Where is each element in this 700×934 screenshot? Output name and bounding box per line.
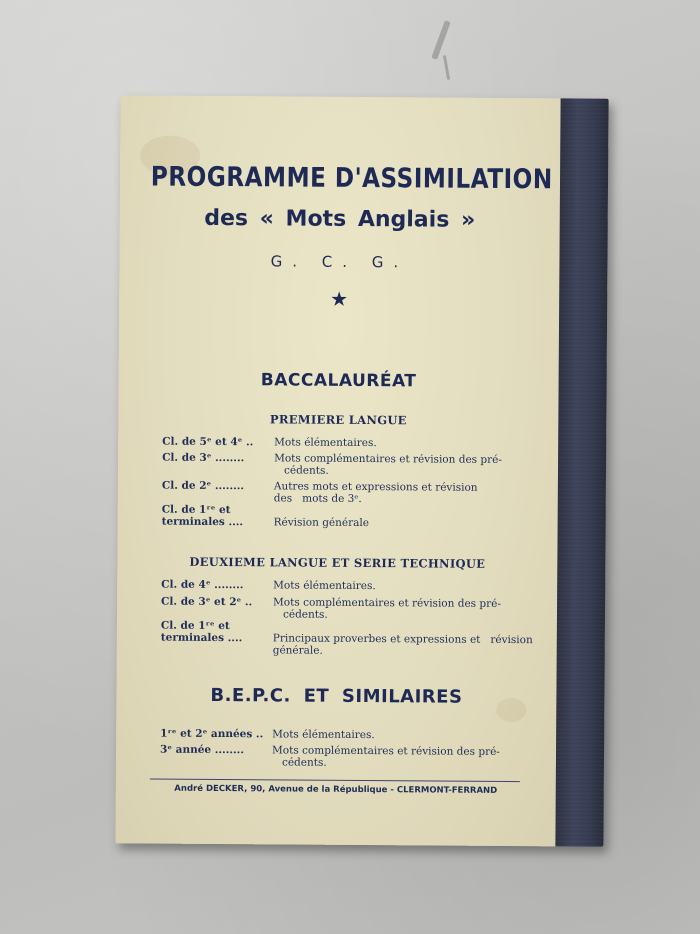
book-spine [555,98,608,846]
section-bepc: B.E.P.C. ET SIMILAIRES [210,684,463,708]
list-item [161,479,532,505]
class-label: Cl. de 3ᵉ ........ [162,451,245,465]
list-item [160,743,530,769]
class-label: Cl. de 1ʳᵉ et terminales .... [160,619,243,645]
class-description: Mots complémentaires et révision des pré- cédents. [273,452,502,477]
booklet [115,95,608,846]
back-cover [115,95,560,846]
initials: G. C. G. [270,252,409,272]
class-description: Révision générale [273,516,370,530]
class-label: Cl. de 3ᵉ et 2ᵉ .. [161,595,253,609]
list-item [162,451,532,477]
class-label: 1ʳᵉ et 2ᵉ années .. [160,727,264,741]
title-line-2: des « Mots Anglais » [204,205,476,233]
class-description: Mots élémentaires. [274,436,377,450]
class-description: Mots complémentaires et révision des pré- cédents. [272,596,501,621]
footer-divider [150,779,520,783]
publisher-footer: André DECKER, 90, Avenue de la République - CLERMONT-FERRAND [174,783,498,796]
class-description: Mots complémentaires et révision des pré- cédents. [271,744,500,769]
class-label: Cl. de 1ʳᵉ et terminales .... [161,503,244,529]
floor-crack [431,20,450,60]
section-baccalaureat: BACCALAURÉAT [260,370,417,392]
list-item [161,578,531,593]
class-label: Cl. de 4ᵉ ........ [161,578,244,592]
heading-deuxieme-langue: DEUXIEME LANGUE ET SERIE TECHNIQUE [189,554,486,571]
class-description: Autres mots et expressions et révision des mots de 3ᵉ. [273,480,478,505]
list-item [161,595,531,621]
list-item [160,727,530,742]
floor-crack [443,55,450,80]
star-icon: ★ [330,286,349,311]
class-description: Principaux proverbes et expressions et révision générale. [272,632,533,657]
class-label: 3ᵉ année ........ [160,743,245,757]
class-description: Mots élémentaires. [272,728,375,742]
title-line-1: PROGRAMME D'ASSIMILATION [150,161,553,196]
class-label: Cl. de 5ᵉ et 4ᵉ .. [162,435,254,449]
heading-premiere-langue: PREMIERE LANGUE [269,412,407,428]
class-label: Cl. de 2ᵉ ........ [161,479,245,493]
list-item [162,435,532,450]
class-description: Mots élémentaires. [273,579,376,593]
